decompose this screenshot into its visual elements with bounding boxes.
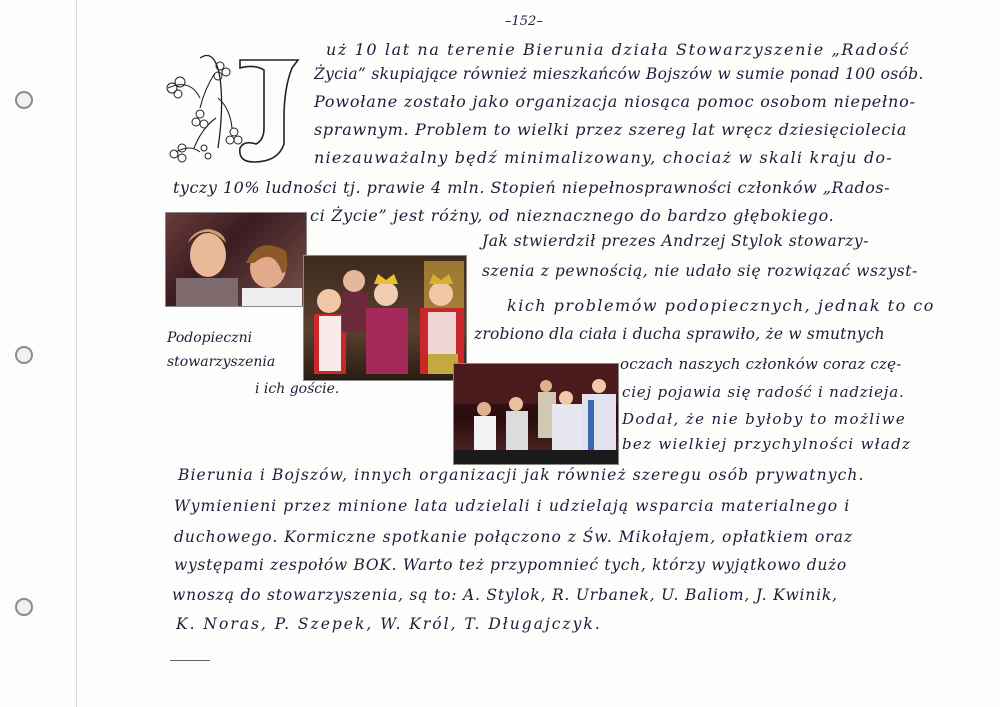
text-line: bez wielkiej przychylności władz	[622, 435, 912, 453]
text-line: K. Noras, P. Szepek, W. Król, T. Długajczyk.	[176, 615, 602, 633]
text-line: Wymienieni przez minione lata udzielali i udzielają wsparcia materialnego i	[174, 497, 851, 515]
photo-children-costumes	[303, 255, 467, 381]
photo-women-portrait	[165, 212, 307, 307]
drop-cap-illustration	[160, 48, 305, 168]
drop-cap-initial	[160, 48, 305, 172]
photo-caption-line: Podopieczni	[167, 330, 253, 346]
text-line: sprawnym. Problem to wielki przez szereg lat wręcz dziesięciolecia	[314, 120, 908, 139]
text-line: zrobiono dla ciała i ducha sprawiło, że w smutnych	[474, 325, 885, 343]
text-line: Jak stwierdził prezes Andrzej Stylok stowarzy-	[482, 232, 869, 250]
text-line: Bierunia i Bojszów, innych organizacji jak również szeregu osób prywatnych.	[178, 466, 865, 484]
text-line: oczach naszych członków coraz czę-	[620, 355, 902, 373]
text-line: szenia z pewnością, nie udało się rozwiązać wszyst-	[482, 262, 918, 280]
binder-hole	[15, 598, 33, 616]
text-line: występami zespołów BOK. Warto też przypomnieć tych, którzy wyjątkowo dużo	[174, 556, 847, 574]
text-line: kich problemów podopiecznych, jednak to co	[507, 296, 935, 315]
text-line: niezauważalny będź minimalizowany, chociaż w skali kraju do-	[314, 148, 893, 167]
text-line: Dodał, że nie byłoby to możliwe	[622, 410, 907, 428]
text-line: ci Życie” jest różny, od nieznacznego do bardzo głębokiego.	[310, 206, 835, 225]
text-line: uż 10 lat na terenie Bierunia działa Stowarzyszenie „Radość	[326, 40, 910, 59]
binder-hole	[15, 346, 33, 364]
text-line: Powołane zostało jako organizacja niosąca pomoc osobom niepełno-	[314, 92, 916, 111]
photo-caption-line: i ich goście.	[255, 381, 340, 397]
margin-line	[76, 0, 77, 707]
text-line: Życia” skupiające również mieszkańców Bojszów w sumie ponad 100 osób.	[314, 65, 924, 83]
page-number: –152–	[505, 14, 543, 29]
text-line: duchowego. Kormiczne spotkanie połączono z Św. Mikołajem, opłatkiem oraz	[174, 528, 854, 546]
binder-hole	[15, 91, 33, 109]
photo-caption-line: stowarzyszenia	[167, 354, 276, 370]
text-line: tyczy 10% ludności tj. prawie 4 mln. Stopień niepełnosprawności członków „Rados-	[173, 178, 890, 197]
photo-stage-performance	[453, 363, 619, 465]
text-line: wnoszą do stowarzyszenia, są to: A. Stylok, R. Urbanek, U. Baliom, J. Kwinik,	[172, 586, 838, 604]
closing-dash	[170, 660, 210, 661]
text-line: ciej pojawia się radość i nadzieja.	[622, 383, 905, 401]
